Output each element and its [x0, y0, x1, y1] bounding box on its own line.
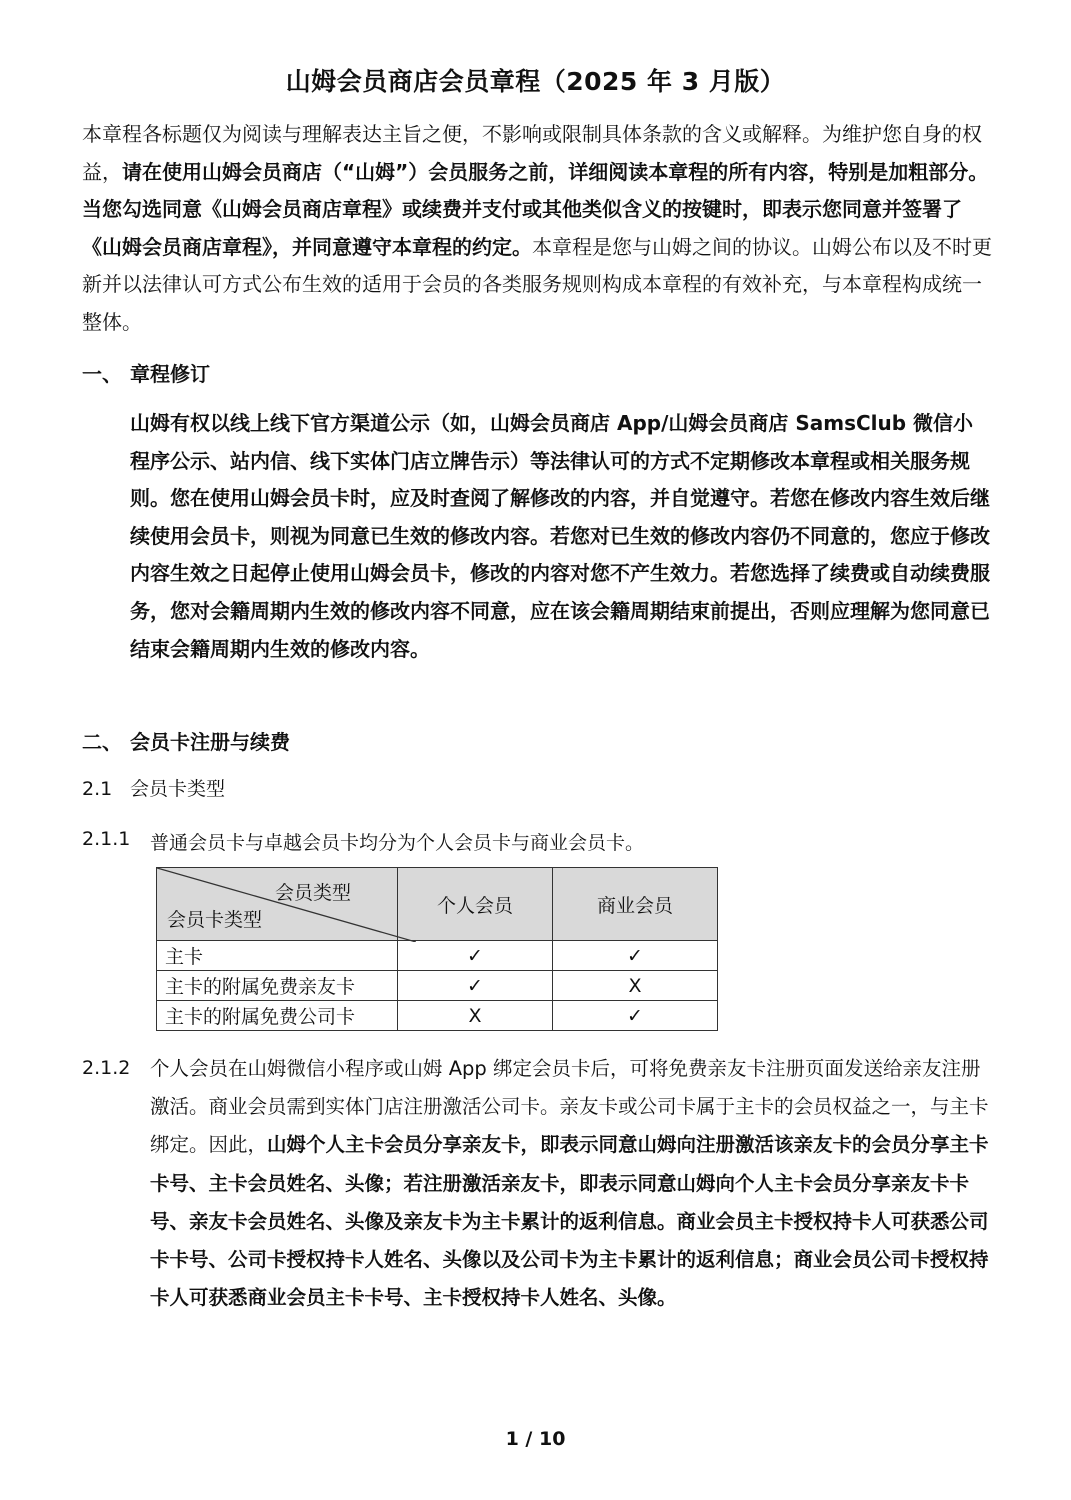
intro-text-3: 本章程是您与山姆之间的协议。山姆公布以及不时更新并以法律认可方式公布生效的适用于会员的各类服务规则构成本章程的有效补充，与本章程构成统一整体。	[82, 234, 992, 334]
business-mark: ✓	[553, 941, 718, 971]
table-row	[157, 1001, 718, 1031]
intro-paragraph	[82, 116, 992, 342]
subsection-2-1-title: 会员卡类型	[130, 778, 226, 800]
page-number: 1 / 10	[505, 1428, 566, 1450]
header-business: 商业会员	[553, 868, 718, 941]
header-member-type: 会员类型	[274, 882, 351, 904]
header-personal: 个人会员	[398, 868, 553, 941]
table-header-row	[157, 868, 718, 941]
section2-title: 会员卡注册与续费	[130, 730, 290, 754]
row-label: 主卡的附属免费亲友卡	[157, 971, 398, 1001]
clause-2-1-2-text-2-bold: 山姆个人主卡会员分享亲友卡，即表示同意山姆向注册激活该亲友卡的会员分享主卡卡号、主卡会员姓名、头像；若注册激活亲友卡，即表示同意山姆向个人主卡会员分享亲友卡卡号、亲友卡会员姓名、头像及亲友卡为主卡累计的返利信息。商业会员主卡授权持卡人可获悉公司卡卡号、公司卡授权持卡人姓名、头像以及公司卡为主卡累计的返利信息；商业会员公司卡授权持卡人可获悉商业会员主卡卡号、主卡授权持卡人姓名、头像。	[150, 1133, 989, 1310]
clause-2-1-2-text-1: 个人会员在山姆微信小程序或山姆 App 绑定会员卡后，可将免费亲友卡注册页面发送给亲友注册激活。商业会员需到实体门店注册激活公司卡。亲友卡或公司卡属于主卡的会员权益之一，与主卡绑定。因此，	[150, 1057, 989, 1157]
card-type-table	[156, 867, 718, 1031]
row-label: 主卡的附属免费公司卡	[157, 1001, 398, 1031]
business-mark: ✓	[553, 1001, 718, 1031]
business-mark: X	[553, 971, 718, 1001]
personal-mark: ✓	[398, 971, 553, 1001]
personal-mark: X	[398, 1001, 553, 1031]
subsection-2-1-heading	[82, 774, 225, 801]
intro-text-2-bold: 请在使用山姆会员商店（“山姆”）会员服务之前，详细阅读本章程的所有内容，特别是加粗部分。当您勾选同意《山姆会员商店章程》或续费并支付或其他类似含义的按键时，即表示您同意并签署了《山姆会员商店章程》，并同意遵守本章程的约定。	[82, 159, 989, 259]
section2-heading	[82, 726, 290, 755]
section1-body: 山姆有权以线上线下官方渠道公示（如，山姆会员商店 App/山姆会员商店 SamsClub 微信小程序公示、站内信、线下实体门店立牌告示）等法律认可的方式不定期修改本章程或相关服务规则。您在使用山姆会员卡时，应及时查阅了解修改的内容，并自觉遵守。若您在修改内容生效后继续使用会员卡，则视为同意已生效的修改内容。若您对已生效的修改内容仍不同意的，您应于修改内容生效之日起停止使用山姆会员卡，修改的内容对您不产生效力。若您选择了续费或自动续费服务，您对会籍周期内生效的修改内容不同意，应在该会籍周期结束前提出，否则应理解为您同意已结束会籍周期内生效的修改内容。	[130, 411, 990, 661]
diagonal-header-cell	[157, 868, 398, 941]
subsection-2-1-number: 2.1	[82, 778, 113, 800]
section1-title: 章程修订	[130, 362, 210, 386]
section1-number: 一、	[82, 362, 122, 386]
clause-2-1-2-body	[150, 1050, 992, 1317]
clause-2-1-1-text: 普通会员卡与卓越会员卡均分为个人会员卡与商业会员卡。	[150, 832, 645, 854]
clause-2-1-2-number: 2.1.2	[82, 1057, 131, 1079]
table-row	[157, 941, 718, 971]
header-card-type: 会员卡类型	[167, 909, 263, 931]
personal-mark: ✓	[398, 941, 553, 971]
table-row	[157, 971, 718, 1001]
document-title: 山姆会员商店会员章程（2025 年 3 月版）	[285, 67, 786, 96]
section1-heading	[82, 358, 210, 387]
section2-number: 二、	[82, 730, 122, 754]
intro-text-1: 本章程各标题仅为阅读与理解表达主旨之便，不影响或限制具体条款的含义或解释。为维护您自身的权益，	[82, 122, 982, 184]
clause-2-1-1-number: 2.1.1	[82, 828, 131, 850]
row-label: 主卡	[157, 941, 398, 971]
